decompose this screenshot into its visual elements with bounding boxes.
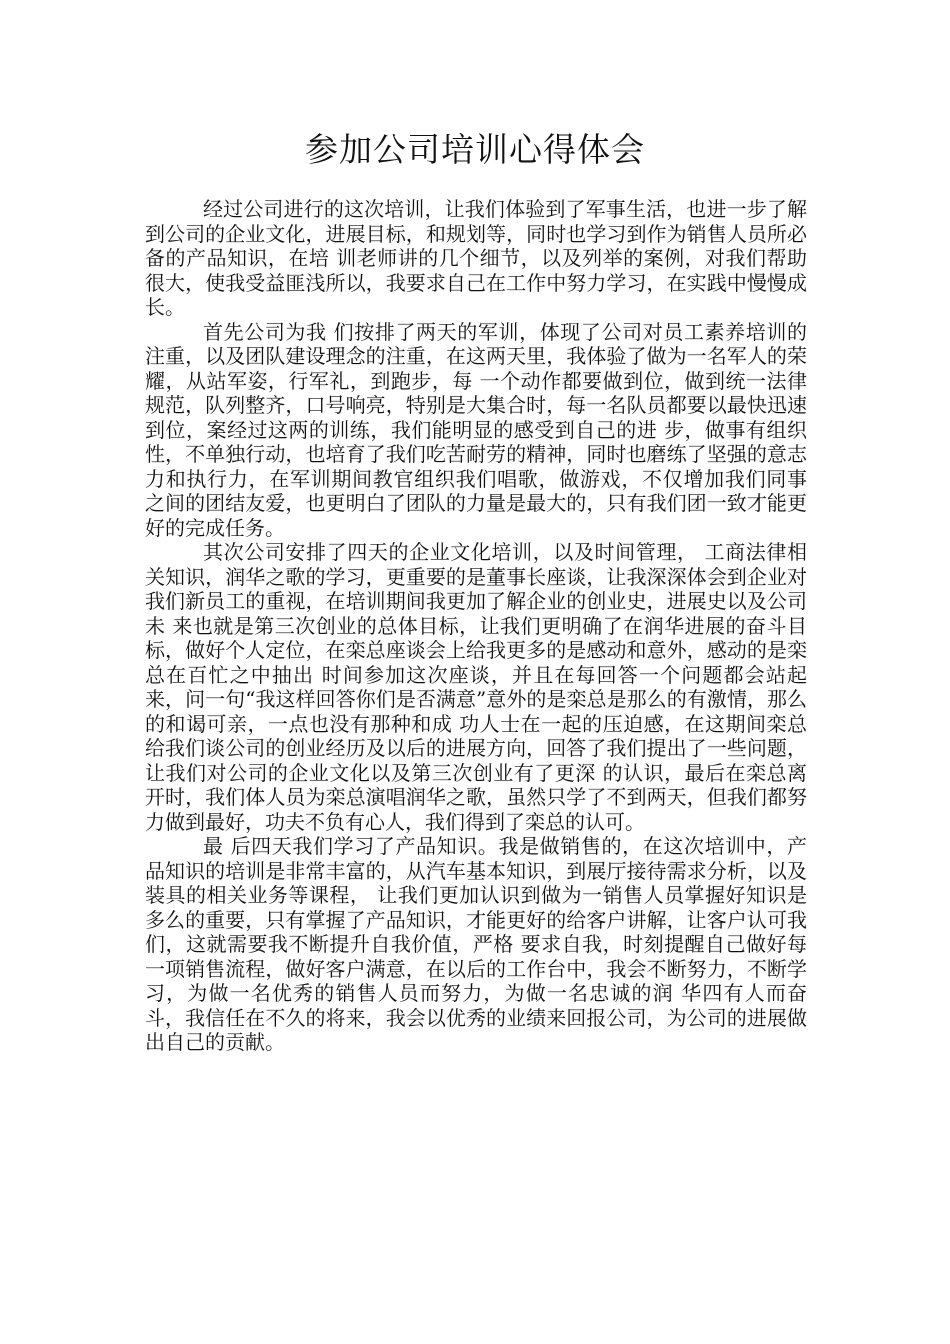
paragraph-3: 其次公司安排了四天的企业文化培训，以及时间管理， 工商法律相关知识，润华之歌的学习，更重要的是董事长座谈，让我深深体会到企业对我们新员工的重视，在培训期间我更加了解企业的创业史，进展史以及公司未 来也就是第三次创业的总体目标，让我们更明确了在润华进展的奋斗目标，做好个人定位，在栾总座谈会上给我更多的是感动和意外，感动的是栾总在百忙之中抽出 时间参加这次座谈，并且在每回答一个问题都会站起来，问一句“我这样回答你们是否满意”意外的是栾总是那么的有激情，那么的和谒可亲，一点也没有那种和成 功人士在一起的压迫感，在这期间栾总给我们谈公司的创业经历及以后的进展方向，回答了我们提出了一些问题，让我们对公司的企业文化以及第三次创业有了更深 的认识，最后在栾总离开时，我们体人员为栾总演唱润华之歌，虽然只学了不到两天，但我们都努力做到最好，功夫不负有心人，我们得到了栾总的认可。	[145, 540, 807, 834]
paragraph-4: 最 后四天我们学习了产品知识。我是做销售的，在这次培训中，产品知识的培训是非常丰富的，从汽车基本知识，到展厅接待需求分析，以及装具的相关业务等课程， 让我们更加认识到做为一销售人员掌握好知识是多么的重要，只有掌握了产品知识，才能更好的给客户讲解，让客户认可我们，这就需要我不断提升自我价值，严格 要求自我，时刻提醒自己做好每一项销售流程，做好客户满意，在以后的工作台中，我会不断努力，不断学习，为做一名优秀的销售人员而努力，为做一名忠诚的润 华四有人而奋斗，我信任在不久的将来，我会以优秀的业绩来回报公司，为公司的进展做出自己的贡献。	[145, 834, 807, 1054]
paragraph-1: 经过公司进行的这次培训，让我们体验到了军事生活，也进一步了解到公司的企业文化，进展目标，和规划等，同时也学习到作为销售人员所必备的产品知识，在培 训老师讲的几个细节，以及列举的案例，对我们帮助很大，使我受益匪浅所以，我要求自己在工作中努力学习，在实践中慢慢成长。	[145, 197, 807, 319]
document-body	[145, 197, 807, 1055]
paragraph-2: 首先公司为我 们按排了两天的军训，体现了公司对员工素养培训的注重，以及团队建设理念的注重，在这两天里，我体验了做为一名军人的荣耀，从站军姿，行军礼，到跑步，每 一个动作都要做到位，做到统一法律规范，队列整齐，口号响亮，特别是大集合时，每一名队员都要以最快迅速到位，案经过这两的训练，我们能明显的感受到自己的进 步，做事有组织性，不单独行动，也培育了我们吃苦耐劳的精神，同时也磨练了坚强的意志力和执行力，在军训期间教官组织我们唱歌，做游戏，不仅增加我们同事 之间的团结友爱，也更明白了团队的力量是最大的，只有我们团一致才能更好的完成任务。	[145, 319, 807, 540]
document-title: 参加公司培训心得体会	[305, 130, 645, 169]
